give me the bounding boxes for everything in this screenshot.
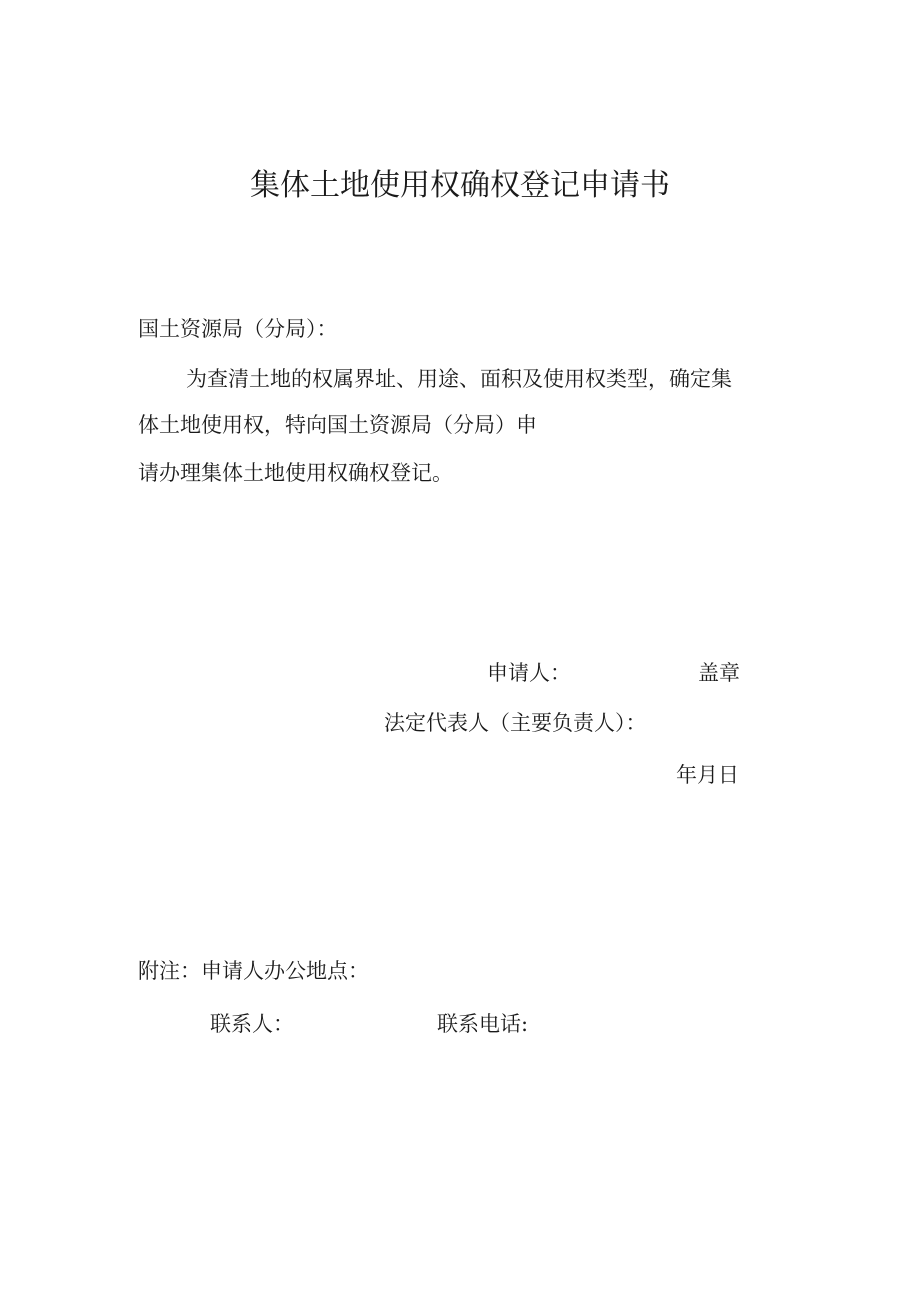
contact-person-label: 联系人： (210, 1012, 294, 1036)
date-label: 年月日 (676, 763, 739, 787)
contact-phone-label: 联系电话: (437, 1012, 529, 1036)
document-title: 集体土地使用权确权登记申请书 (250, 168, 670, 203)
body-line-2: 体土地使用权，特向国土资源局（分局）申 (138, 413, 537, 437)
applicant-label: 申请人： (487, 661, 571, 685)
office-address-note: 附注：申请人办公地点： (138, 959, 369, 983)
body-line-1: 为查清土地的权属界址、用途、面积及使用权类型，确定集 (186, 367, 732, 391)
seal-label: 盖章 (698, 661, 740, 685)
body-line-3: 请办理集体土地使用权确权登记。 (138, 461, 453, 485)
legal-representative-label: 法定代表人（主要负责人）： (384, 711, 647, 735)
addressee-line: 国土资源局（分局）： (138, 317, 338, 341)
